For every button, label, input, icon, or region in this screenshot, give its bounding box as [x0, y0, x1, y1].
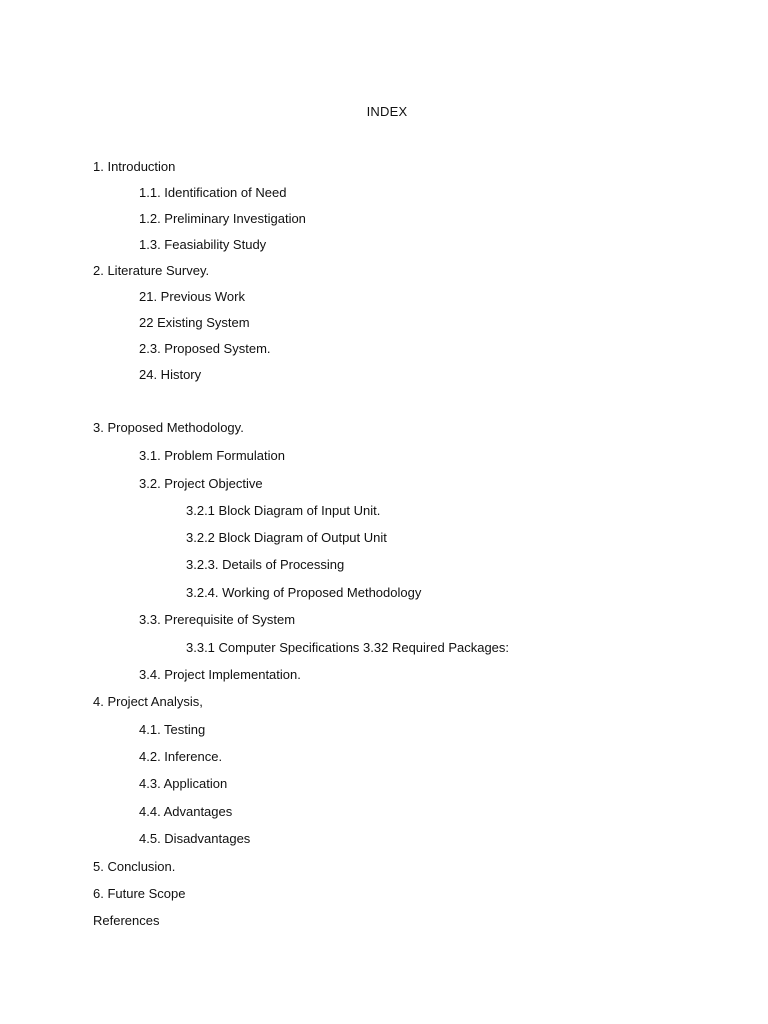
toc-entry-computer-specifications: 3.3.1 Computer Specifications 3.32 Required Packages:	[186, 640, 510, 655]
toc-entry-proposed-system: 2.3. Proposed System.	[139, 341, 271, 356]
toc-entry-disadvantages: 4.5. Disadvantages	[139, 831, 251, 846]
toc-entry-history: 24. History	[139, 367, 202, 382]
toc-entry-existing-system: 22 Existing System	[139, 315, 250, 330]
toc-entry-block-diagram-output: 3.2.2 Block Diagram of Output Unit	[186, 530, 387, 545]
toc-entry-previous-work: 21. Previous Work	[139, 289, 245, 304]
toc-entry-working-of-methodology: 3.2.4. Working of Proposed Methodology	[186, 585, 422, 600]
toc-entry-testing: 4.1. Testing	[139, 722, 206, 737]
toc-entry-literature-survey: 2. Literature Survey.	[93, 263, 210, 278]
toc-entry-project-analysis: 4. Project Analysis,	[93, 694, 203, 709]
toc-entry-conclusion: 5. Conclusion.	[93, 859, 176, 874]
toc-entry-proposed-methodology: 3. Proposed Methodology.	[93, 420, 244, 435]
toc-entry-preliminary-investigation: 1.2. Preliminary Investigation	[139, 211, 306, 226]
toc-entry-project-objective: 3.2. Project Objective	[139, 476, 263, 491]
toc-entry-project-implementation: 3.4. Project Implementation.	[139, 667, 301, 682]
page-title: INDEX	[366, 104, 408, 119]
toc-entry-prerequisite-of-system: 3.3. Prerequisite of System	[139, 612, 296, 627]
toc-entry-application: 4.3. Application	[139, 776, 228, 791]
toc-entry-introduction: 1. Introduction	[93, 159, 176, 174]
toc-entry-future-scope: 6. Future Scope	[93, 886, 186, 901]
toc-entry-feasibility-study: 1.3. Feasiability Study	[139, 237, 267, 252]
toc-entry-advantages: 4.4. Advantages	[139, 804, 233, 819]
toc-entry-references: References	[93, 913, 160, 928]
toc-entry-identification-of-need: 1.1. Identification of Need	[139, 185, 287, 200]
toc-entry-inference: 4.2. Inference.	[139, 749, 223, 764]
toc-entry-problem-formulation: 3.1. Problem Formulation	[139, 448, 285, 463]
toc-entry-details-of-processing: 3.2.3. Details of Processing	[186, 557, 345, 572]
toc-entry-block-diagram-input: 3.2.1 Block Diagram of Input Unit.	[186, 503, 381, 518]
